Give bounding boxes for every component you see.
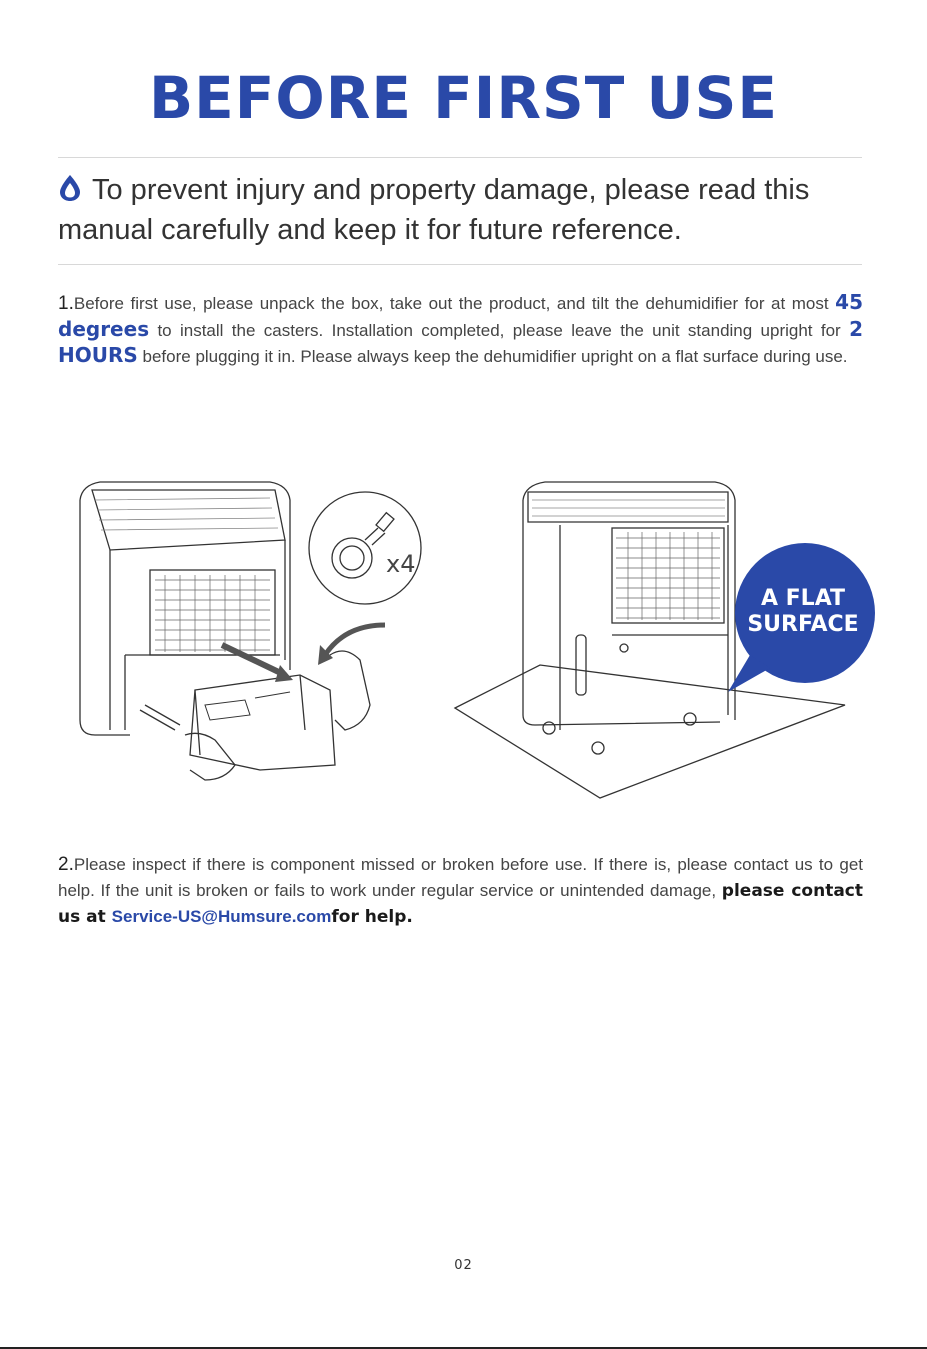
- standing-time-highlight: 2 HOURS: [58, 316, 863, 367]
- warning-text: To prevent injury and property damage, please read this manual carefully and keep it for future reference.: [58, 174, 810, 246]
- step-2-number: 2.: [58, 854, 74, 875]
- step-1-text-c: before plugging it in. Please always keep the dehumidifier upright on a flat surface during use.: [137, 347, 848, 366]
- warning-notice: [58, 170, 868, 250]
- flat-surface-bubble: [728, 543, 875, 692]
- step-2-text-a: Please inspect if there is component missed or broken before use. If there is, please contact us to get help. If the unit is broken or fails to work under regular service or unintended damage,: [58, 855, 863, 900]
- caster-detail: [309, 492, 421, 604]
- contact-prompt: please contact us at: [58, 880, 863, 927]
- caster-count-label: x4: [386, 550, 416, 578]
- water-drop-icon: [58, 174, 82, 202]
- divider-top: [58, 157, 862, 158]
- step-2-paragraph: [58, 852, 863, 931]
- dehumidifier-left-drawing: [80, 482, 385, 780]
- bubble-text-line-2: SURFACE: [747, 612, 859, 637]
- installation-illustration: [0, 430, 927, 810]
- divider-bottom: [58, 264, 862, 265]
- step-1-number: 1.: [58, 293, 74, 314]
- contact-suffix: for help.: [331, 907, 413, 927]
- support-email-link[interactable]: Service-US@Humsure.com: [111, 907, 332, 926]
- page-title: BEFORE FIRST USE: [148, 64, 779, 132]
- step-1-text-a: Before first use, please unpack the box, take out the product, and tilt the dehumidifier for at most: [73, 294, 836, 313]
- step-1-paragraph: [58, 290, 863, 370]
- tilt-angle-highlight: 45 degrees: [58, 290, 863, 341]
- bubble-text-line-1: A FLAT: [760, 586, 846, 611]
- step-1-text-b: to install the casters. Installation completed, please leave the unit standing upright for: [149, 320, 850, 340]
- page-number: 02: [454, 1258, 473, 1273]
